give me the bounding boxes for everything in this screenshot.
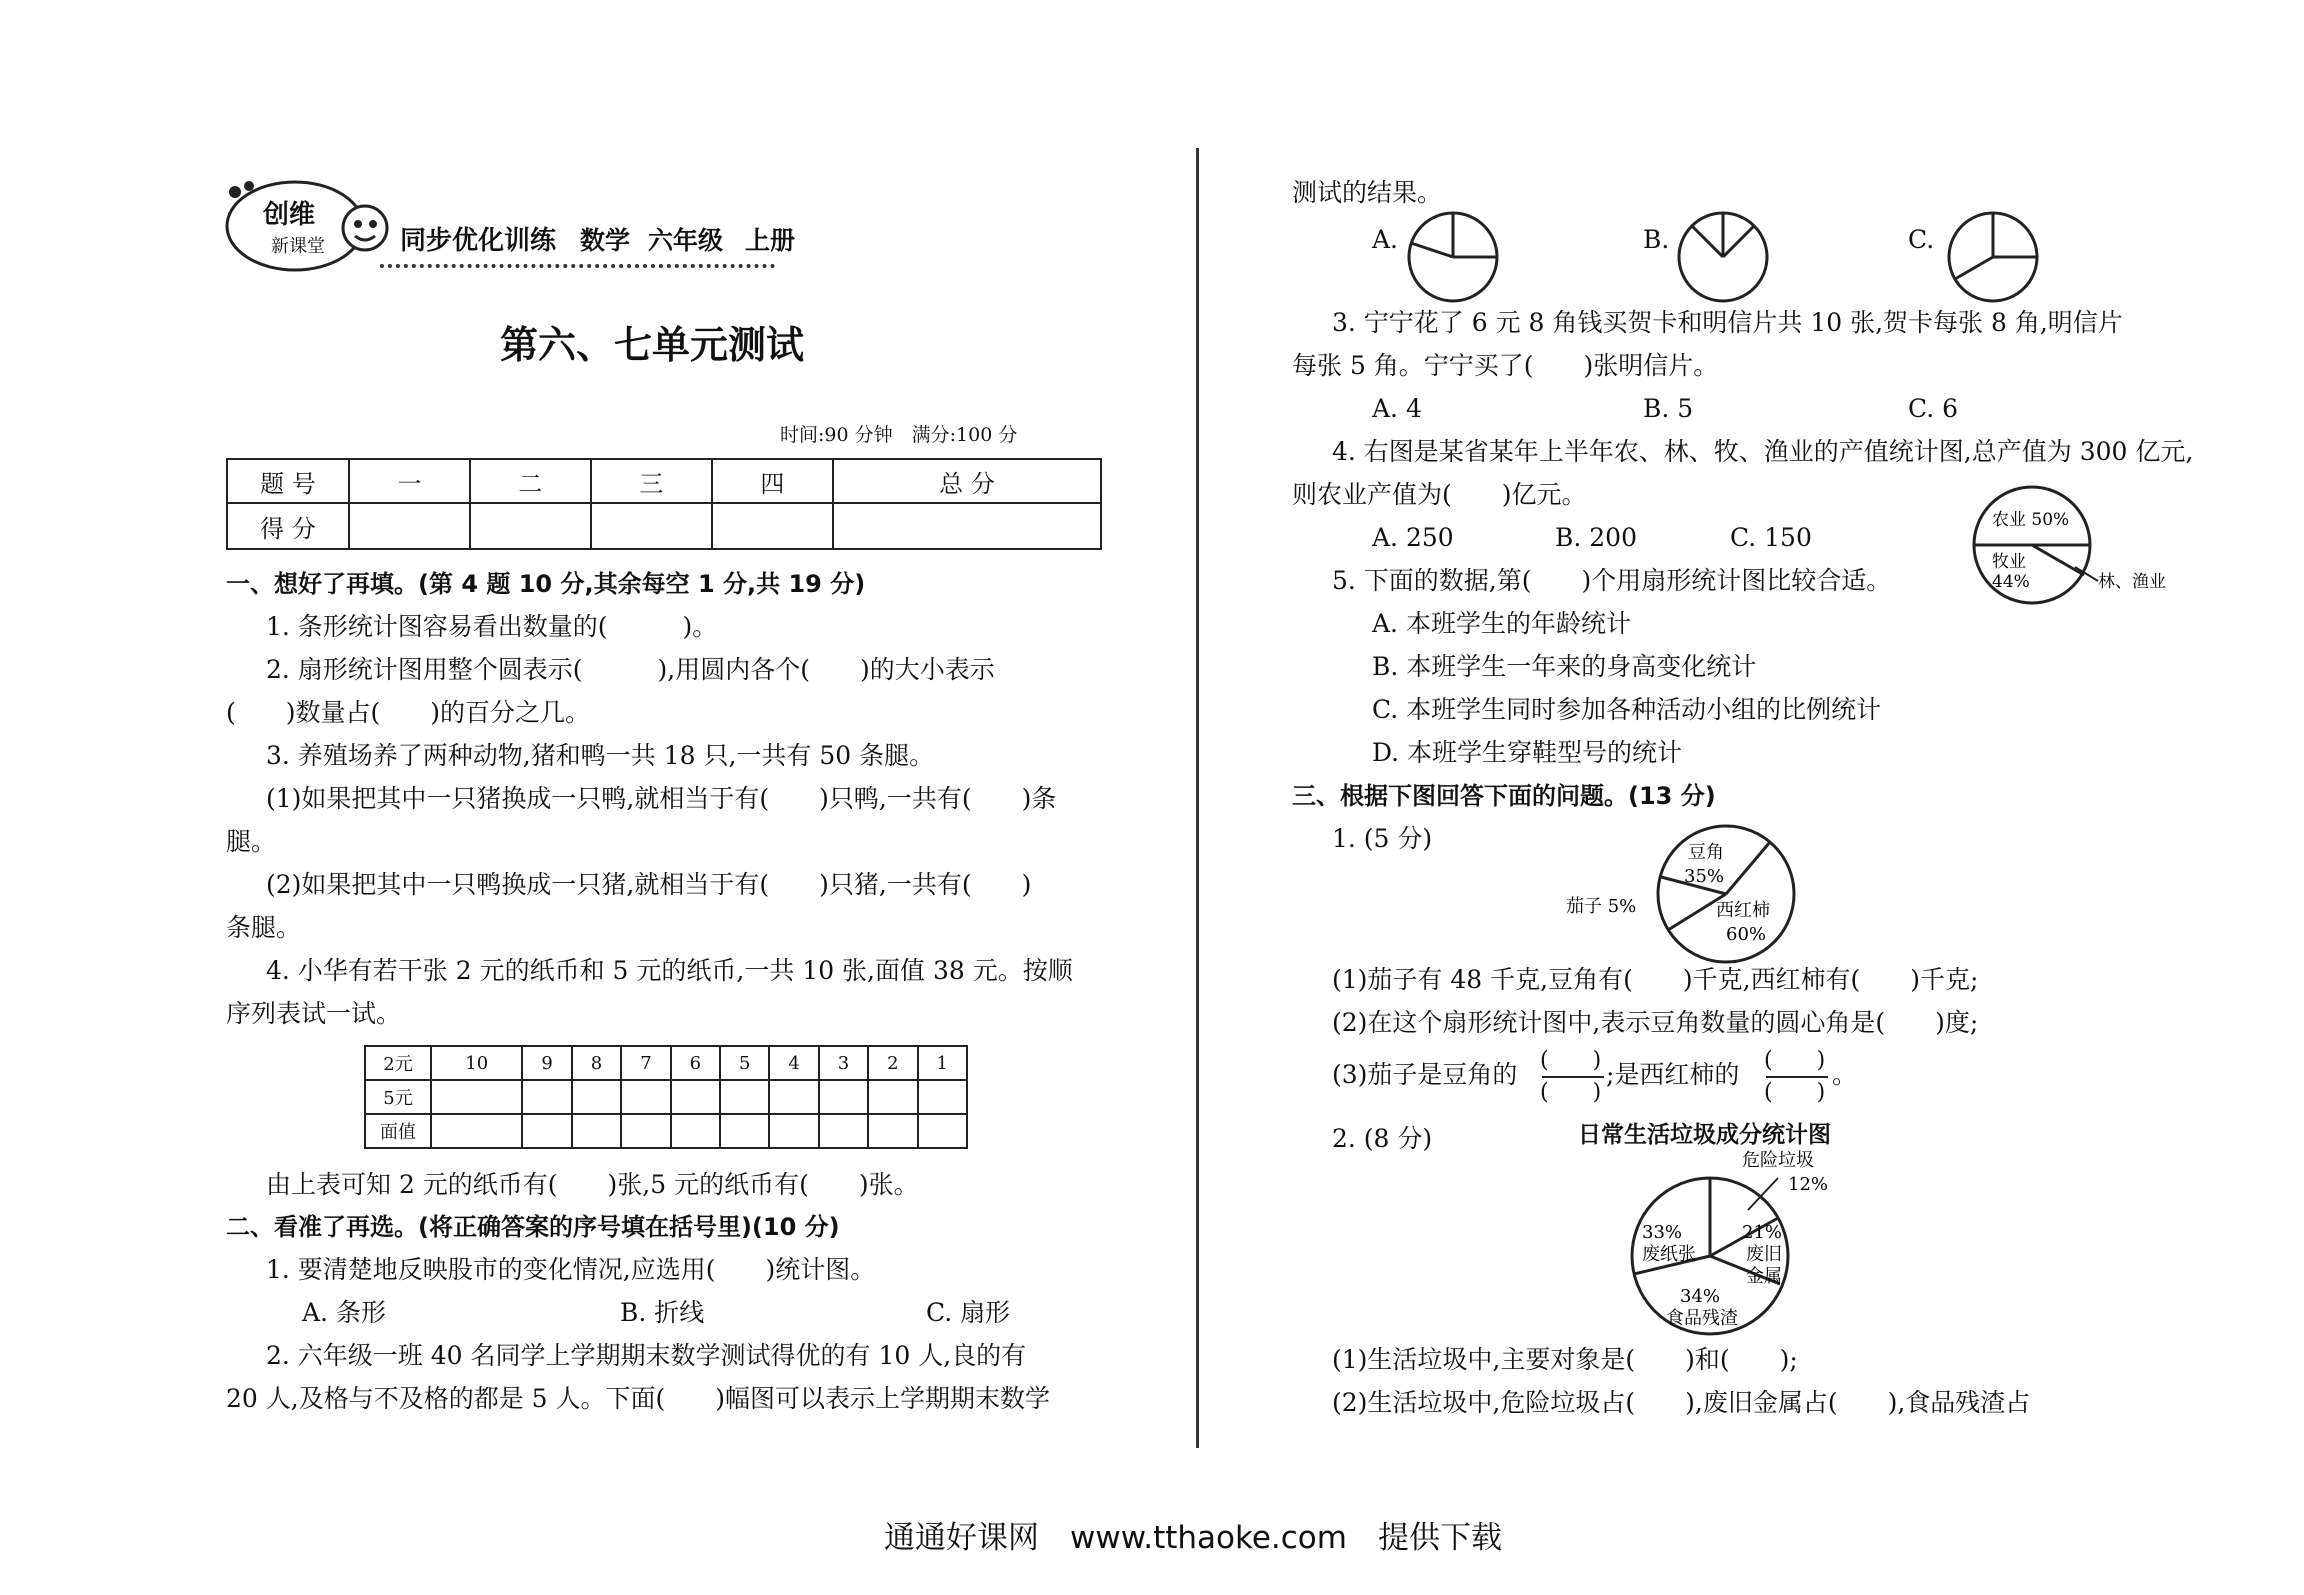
- fraction-blank-2[interactable]: [1764, 1046, 1830, 1108]
- pie-label-danger: 危险垃圾: [1742, 1150, 1814, 1171]
- score-col-4: 四: [712, 459, 833, 503]
- s1-q3-1-line1: (1)如果把其中一只猪换成一只鸭,就相当于有( )只鸭,一共有( )条: [266, 784, 1057, 813]
- score-col-label: 题 号: [227, 459, 349, 503]
- page-title: 第六、七单元测试: [500, 323, 805, 367]
- money-blank[interactable]: [431, 1080, 522, 1114]
- s1-q2-line1: 2. 扇形统计图用整个圆表示( ),用圆内各个( )的大小表示: [266, 655, 995, 684]
- s3-q2-2: (2)生活垃圾中,危险垃圾占( ),废旧金属占( ),食品残渣占: [1332, 1388, 2031, 1417]
- money-cell: 6: [671, 1046, 720, 1080]
- money-cell: 7: [621, 1046, 670, 1080]
- header-dotted-rule: [380, 264, 775, 268]
- section1-heading: 一、想好了再填。(第 4 题 10 分,其余每空 1 分,共 19 分): [226, 570, 866, 598]
- money-table: [364, 1045, 968, 1149]
- pie-label-food-pct: 34%: [1680, 1286, 1721, 1307]
- s2-q4-line1: 4. 右图是某省某年上半年农、林、牧、渔业的产值统计图,总产值为 300 亿元,: [1332, 437, 2194, 466]
- pie-label-bean-pct: 35%: [1684, 866, 1725, 887]
- s1-q3: 3. 养殖场养了两种动物,猪和鸭一共 18 只,一共有 50 条腿。: [266, 741, 935, 770]
- s2-q3-option-b: B. 5: [1643, 394, 1694, 423]
- s2-q1: 1. 要清楚地反映股市的变化情况,应选用( )统计图。: [266, 1255, 876, 1284]
- money-blank[interactable]: [621, 1080, 670, 1114]
- s1-q4-line1: 4. 小华有若干张 2 元的纸币和 5 元的纸币,一共 10 张,面值 38 元。按顺: [266, 956, 1073, 985]
- vegetable-pie-chart: [1566, 822, 1886, 972]
- s2-q3-option-a: A. 4: [1372, 394, 1422, 423]
- pie-label-forest: 林、渔业: [2098, 572, 2166, 592]
- money-cell: 8: [572, 1046, 621, 1080]
- s3-q1-1: (1)茄子有 48 千克,豆角有( )千克,西红柿有( )千克;: [1332, 965, 1979, 994]
- money-blank[interactable]: [572, 1080, 621, 1114]
- logo-top-text: 创维: [263, 200, 316, 230]
- s3-q1-2: (2)在这个扇形统计图中,表示豆角数量的圆心角是( )度;: [1332, 1008, 1979, 1037]
- s2-q4-line2: 则农业产值为( )亿元。: [1292, 480, 1587, 509]
- s2-q2-option-b: B.: [1643, 225, 1670, 254]
- option-c-pie-icon: [1946, 210, 2040, 304]
- money-blank[interactable]: [572, 1114, 621, 1148]
- industry-pie-chart: [1970, 485, 2210, 615]
- s3-q1-label: 1. (5 分): [1332, 824, 1433, 853]
- money-cell: 2: [868, 1046, 917, 1080]
- s2-q4-option-c: C. 150: [1730, 523, 1812, 552]
- s2-q2-option-c: C.: [1908, 225, 1935, 254]
- s1-q3-2-line1: (2)如果把其中一只鸭换成一只猪,就相当于有( )只猪,一共有( ): [266, 870, 1032, 899]
- s2-q5: 5. 下面的数据,第( )个用扇形统计图比较合适。: [1332, 566, 1892, 595]
- fraction-numerator: ( ): [1764, 1048, 1826, 1073]
- s2-q1-option-b: B. 折线: [620, 1298, 705, 1327]
- header-series: 同步优化训练: [400, 226, 557, 256]
- score-cell[interactable]: [591, 503, 712, 549]
- money-blank[interactable]: [522, 1114, 571, 1148]
- pie-label-animal-pct: 44%: [1992, 572, 2030, 592]
- money-blank[interactable]: [918, 1114, 967, 1148]
- money-cell: 5: [720, 1046, 769, 1080]
- pie-label-metal-1: 废旧: [1746, 1244, 1782, 1265]
- s2-q3-option-c: C. 6: [1908, 394, 1959, 423]
- option-a-pie-icon: [1406, 210, 1500, 304]
- s2-q4-option-a: A. 250: [1372, 523, 1454, 552]
- pie-label-paper-pct: 33%: [1642, 1222, 1683, 1243]
- money-cell: 3: [819, 1046, 868, 1080]
- money-blank[interactable]: [431, 1114, 522, 1148]
- fraction-numerator: ( ): [1540, 1048, 1602, 1073]
- header-subject: 数学: [580, 226, 631, 255]
- header-volume: 上册: [745, 226, 796, 255]
- s3-q2-label: 2. (8 分): [1332, 1124, 1433, 1153]
- s1-q2-line2: ( )数量占( )的百分之几。: [226, 698, 591, 727]
- s2-q2-line2: 20 人,及格与不及格的都是 5 人。下面( )幅图可以表示上学期期末数学: [226, 1384, 1051, 1413]
- logo: [225, 178, 395, 273]
- pie-label-danger-pct: 12%: [1788, 1174, 1829, 1195]
- money-blank[interactable]: [819, 1114, 868, 1148]
- score-col-total: 总 分: [833, 459, 1101, 503]
- pie-label-metal-pct: 21%: [1742, 1222, 1783, 1243]
- score-col-3: 三: [591, 459, 712, 503]
- s2-q5-option-a: A. 本班学生的年龄统计: [1372, 609, 1631, 638]
- pie-label-agri: 农业 50%: [1992, 510, 2070, 530]
- s3-q1-3-c: 。: [1832, 1060, 1858, 1089]
- s1-q4-conclusion: 由上表可知 2 元的纸币有( )张,5 元的纸币有( )张。: [266, 1170, 919, 1199]
- fraction-denominator: ( ): [1764, 1080, 1826, 1105]
- score-col-1: 一: [349, 459, 470, 503]
- footer-credit: 通通好课网 www.tthaoke.com 提供下载: [884, 1520, 1502, 1556]
- s2-q3-line2: 每张 5 角。宁宁买了( )张明信片。: [1292, 351, 1719, 380]
- time-info: 时间:90 分钟 满分:100 分: [780, 424, 1018, 446]
- header-grade: 六年级: [648, 226, 724, 255]
- fraction-denominator: ( ): [1540, 1080, 1602, 1105]
- pie-label-tomato: 西红柿: [1716, 900, 1770, 921]
- money-row-label: 2元: [365, 1046, 431, 1080]
- s2-q1-option-a: A. 条形: [302, 1298, 386, 1327]
- s3-q1-3-b: ;是西红柿的: [1606, 1060, 1740, 1089]
- option-b-pie-icon: [1676, 210, 1770, 304]
- money-blank[interactable]: [769, 1080, 818, 1114]
- s2-q3-line1: 3. 宁宁花了 6 元 8 角钱买贺卡和明信片共 10 张,贺卡每张 8 角,明信片: [1332, 308, 2123, 337]
- money-cell: 9: [522, 1046, 571, 1080]
- money-blank[interactable]: [720, 1114, 769, 1148]
- score-col-2: 二: [470, 459, 591, 503]
- money-cell: 10: [431, 1046, 522, 1080]
- section3-heading: 三、根据下图回答下面的问题。(13 分): [1292, 782, 1716, 810]
- money-blank[interactable]: [671, 1080, 720, 1114]
- fraction-blank-1[interactable]: [1540, 1046, 1606, 1108]
- s2-q5-option-b: B. 本班学生一年来的身高变化统计: [1372, 652, 1757, 681]
- pie-label-metal-2: 金属: [1746, 1266, 1782, 1287]
- s2-q5-option-c: C. 本班学生同时参加各种活动小组的比例统计: [1372, 695, 1882, 724]
- pie-label-food: 食品残渣: [1666, 1308, 1738, 1329]
- garbage-pie-chart: [1620, 1148, 1860, 1338]
- pie-label-eggplant: 茄子 5%: [1566, 896, 1637, 917]
- section2-heading: 二、看准了再选。(将正确答案的序号填在括号里)(10 分): [226, 1213, 840, 1241]
- money-blank[interactable]: [720, 1080, 769, 1114]
- s2-q2-line1: 2. 六年级一班 40 名同学上学期期末数学测试得优的有 10 人,良的有: [266, 1341, 1027, 1370]
- money-row-label: 面值: [365, 1114, 431, 1148]
- pie-label-tomato-pct: 60%: [1726, 924, 1767, 945]
- pie-label-bean: 豆角: [1688, 842, 1724, 863]
- money-blank[interactable]: [819, 1080, 868, 1114]
- money-blank[interactable]: [769, 1114, 818, 1148]
- money-blank[interactable]: [522, 1080, 571, 1114]
- score-table: [226, 458, 1102, 550]
- score-cell[interactable]: [712, 503, 833, 549]
- page-divider: [1196, 148, 1199, 1448]
- s2-q4-option-b: B. 200: [1555, 523, 1637, 552]
- score-cell[interactable]: [833, 503, 1101, 549]
- pie-label-animal: 牧业: [1992, 552, 2026, 572]
- score-row-label: 得 分: [227, 503, 349, 549]
- s2-q1-option-c: C. 扇形: [926, 1298, 1011, 1327]
- s3-q2-chart-title: 日常生活垃圾成分统计图: [1578, 1122, 1831, 1148]
- money-blank[interactable]: [868, 1114, 917, 1148]
- s1-q3-2-line2: 条腿。: [226, 913, 302, 942]
- money-blank[interactable]: [918, 1080, 967, 1114]
- money-cell: 4: [769, 1046, 818, 1080]
- pie-label-paper: 废纸张: [1642, 1244, 1696, 1265]
- s1-q3-1-line2: 腿。: [226, 827, 277, 856]
- s1-q4-line2: 序列表试一试。: [226, 999, 402, 1028]
- s1-q1: 1. 条形统计图容易看出数量的( )。: [266, 612, 718, 641]
- money-row-label: 5元: [365, 1080, 431, 1114]
- score-cell[interactable]: [470, 503, 591, 549]
- money-blank[interactable]: [868, 1080, 917, 1114]
- s2-q5-option-d: D. 本班学生穿鞋型号的统计: [1372, 738, 1683, 767]
- logo-bottom-text: 新课堂: [271, 236, 325, 257]
- s2-q2-option-a: A.: [1372, 225, 1399, 254]
- s3-q1-3-a: (3)茄子是豆角的: [1332, 1060, 1518, 1089]
- s2-q2-line3: 测试的结果。: [1292, 178, 1443, 207]
- money-cell: 1: [918, 1046, 967, 1080]
- score-cell[interactable]: [349, 503, 470, 549]
- money-blank[interactable]: [671, 1114, 720, 1148]
- s3-q2-1: (1)生活垃圾中,主要对象是( )和( );: [1332, 1345, 1798, 1374]
- money-blank[interactable]: [621, 1114, 670, 1148]
